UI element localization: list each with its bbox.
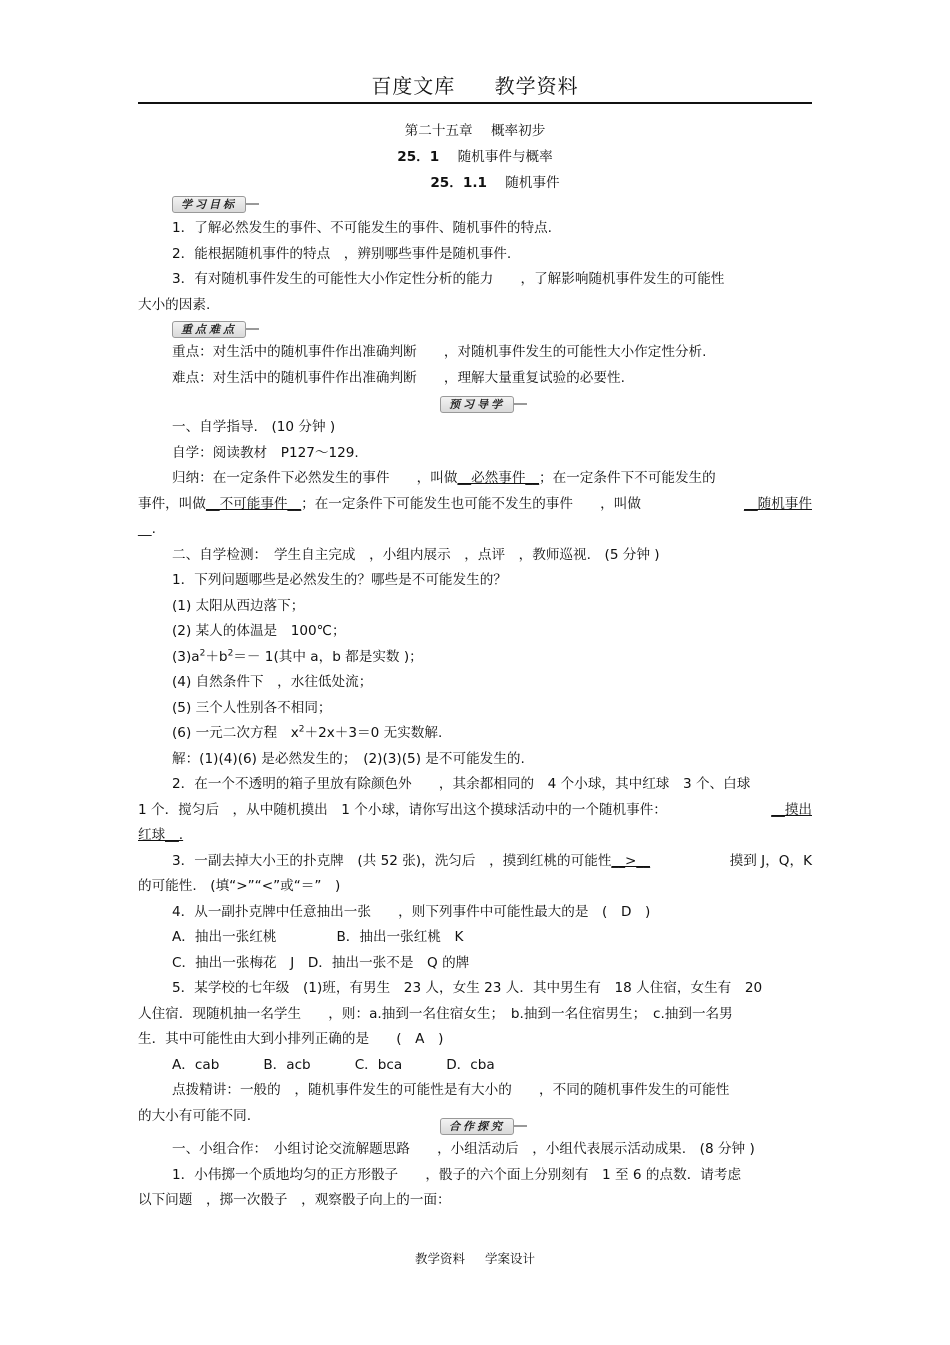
self-study-guide: 一、自学指导. (10 分钟 ) [172,419,336,435]
question-text: 摸到 J，Q，K [729,852,812,869]
key-point: 重点：对生活中的随机事件作出准确判断 ，对随机事件发生的可能性大小作定性分析. [172,344,707,360]
option-c: C．bca [354,1056,403,1073]
chapter-name: 概率初步 [490,123,546,139]
question-1: 1．下列问题哪些是必然发生的？哪些是不可能发生的？ [172,572,507,588]
tip-line-2: 的大小有可能不同. [138,1107,252,1124]
question-1-item-5: (5) 三个人性别各不相同； [172,699,332,716]
item-text: (3)a [172,648,200,665]
answer-impossible-event: __不可能事件__ [205,495,302,512]
footer-right: 学案设计 [484,1251,535,1266]
question-1-item-6 [138,721,812,747]
cooperation-section [138,1137,812,1214]
tip-line-1: 点拨精讲：一般的 ，随机事件发生的可能性是有大小的 ，不同的随机事件发生的可能性 [172,1082,730,1098]
question-4: 4．从一副扑克牌中任意抽出一张 ，则下列事件中可能性最大的是 ( D ) [172,903,651,920]
item-text: ＝－ 1(其中 a，b 都是实数 )； [233,648,423,665]
section-name: 随机事件与概率 [457,149,553,165]
page-header [138,70,812,99]
summary-text: ；在一定条件下可能发生也可能不发生的事件 ，叫做 [301,495,641,512]
badge-preview: 预习导学 [440,396,514,413]
summary-line-3: __. [138,521,156,537]
goal-1: 1．了解必然发生的事件、不可能发生的事件、随机事件的特点. [172,220,552,236]
difficult-point: 难点：对生活中的随机事件作出准确判断 ，理解大量重复试验的必要性. [172,369,625,386]
question-2-line-2 [138,798,812,824]
summary-line-1 [138,466,812,492]
coop-question-1: 1．小伟掷一个质地均匀的正方形骰子 ，骰子的六个面上分别刻有 1 至 6 的点数．请考虑 [172,1166,742,1183]
question-1-solution: 解：(1)(4)(6) 是必然发生的； (2)(3)(5) 是不可能发生的. [172,750,525,767]
question-4-options-cd: C．抽出一张梅花 J D．抽出一张不是 Q 的牌 [172,954,470,971]
answer-q2-part1: __摸出 [771,801,812,818]
summary-text-2 [138,492,641,518]
subsection-name: 随机事件 [505,175,560,191]
question-1-item-2: (2) 某人的体温是 100℃； [172,623,346,639]
answer-certain-event: __必然事件__ [457,470,540,486]
question-text: 1 个．搅匀后 ，从中随机摸出 1 个小球，请你写出这个摸球活动中的一个随机事件： [138,801,667,818]
question-5-line-2: 人住宿．现随机抽一名学生 ，则：a.抽到一名住宿女生； b.抽到一名住宿男生； c.抽到一名男 [138,1005,733,1022]
learning-goals [138,216,812,318]
header-rule [138,102,812,104]
question-4-options-ab [138,925,812,951]
header-right: 教学资料 [494,74,579,98]
answer-q2-part2: 红球__. [138,827,184,843]
question-3-line-2: 的可能性. (填“>”“<”或“＝” ) [138,878,341,894]
badge-key-points: 重点难点 [172,321,246,338]
chapter-number: 第二十五章 [404,123,473,139]
option-b: B．抽出一张红桃 K [336,929,464,945]
item-text: ＋2x＋3＝0 无实数解. [304,725,443,741]
self-check-intro: 二、自学检测： 学生自主完成 ，小组内展示 ，点评 ，教师巡视. (5 分钟 ) [172,546,660,563]
goal-3: 3．有对随机事件发生的可能性大小作定性分析的能力 ，了解影响随机事件发生的可能性 [172,271,725,287]
option-b: B．acb [263,1056,311,1073]
section-title [138,144,812,170]
page-footer [138,1249,812,1267]
title-block [138,118,812,196]
badge-learning-goals: 学习目标 [172,196,246,213]
group-work: 一、小组合作： 小组讨论交流解题思路 ，小组活动后 ，小组代表展示活动成果. (8 分钟 ) [172,1141,755,1157]
summary-text: 归纳：在一定条件下必然发生的事件 ，叫做 [172,470,458,486]
chapter-title [138,118,812,144]
question-2-line-1: 2．在一个不透明的箱子里放有除颜色外 ，其余都相同的 4 个小球，其中红球 3 个、白球 [172,776,751,792]
option-a: A．抽出一张红桃 [172,929,277,945]
preview-section [138,415,812,1129]
key-points [138,340,812,391]
summary-text: 事件，叫做 [138,495,206,512]
superscript: 2 [227,647,234,658]
goal-3-cont: 大小的因素. [138,296,211,313]
goal-2: 2．能根据随机事件的特点 ，辨别哪些事件是随机事件. [172,245,512,262]
superscript: 2 [199,647,206,658]
self-study-reading: 自学：阅读教材 P127～129. [172,444,359,461]
question-1-item-4: (4) 自然条件下 ，水往低处流； [172,674,373,690]
question-5-line-3: 生．其中可能性由大到小排列正确的是 ( A ) [138,1031,444,1047]
question-3-text [172,849,650,875]
summary-text: ；在一定条件下不可能发生的 [539,470,716,486]
subsection-number: 25．1.1 [430,175,487,191]
summary-line-2 [138,492,812,518]
item-text: (6) 一元二次方程 x [172,725,299,741]
answer-random-event: __随机事件 [744,495,812,512]
section-number: 25．1 [397,149,440,165]
question-1-item-3 [138,645,812,671]
question-5-options [138,1053,812,1079]
item-text: ＋b [205,648,228,665]
question-text: 3．一副去掉大小王的扑克牌 (共 52 张)，洗匀后 ，摸到红桃的可能性 [172,852,612,869]
badge-cooperation: 合作探究 [440,1118,514,1135]
answer-q3: __>__ [611,852,650,869]
question-3-line-1 [138,849,812,875]
question-1-item-1: (1) 太阳从西边落下； [172,597,305,614]
option-d: D．cba [446,1056,495,1073]
option-a: A．cab [172,1056,220,1073]
coop-question-1-cont: 以下问题 ，掷一次骰子 ，观察骰子向上的一面： [138,1192,451,1208]
superscript: 2 [298,724,305,735]
subsection-title [138,170,812,196]
header-left: 百度文库 [371,74,456,98]
footer-left: 教学资料 [414,1251,465,1266]
question-5-line-1: 5．某学校的七年级 (1)班，有男生 23 人，女生 23 人．其中男生有 18 人住宿，女生有 20 [172,980,763,996]
